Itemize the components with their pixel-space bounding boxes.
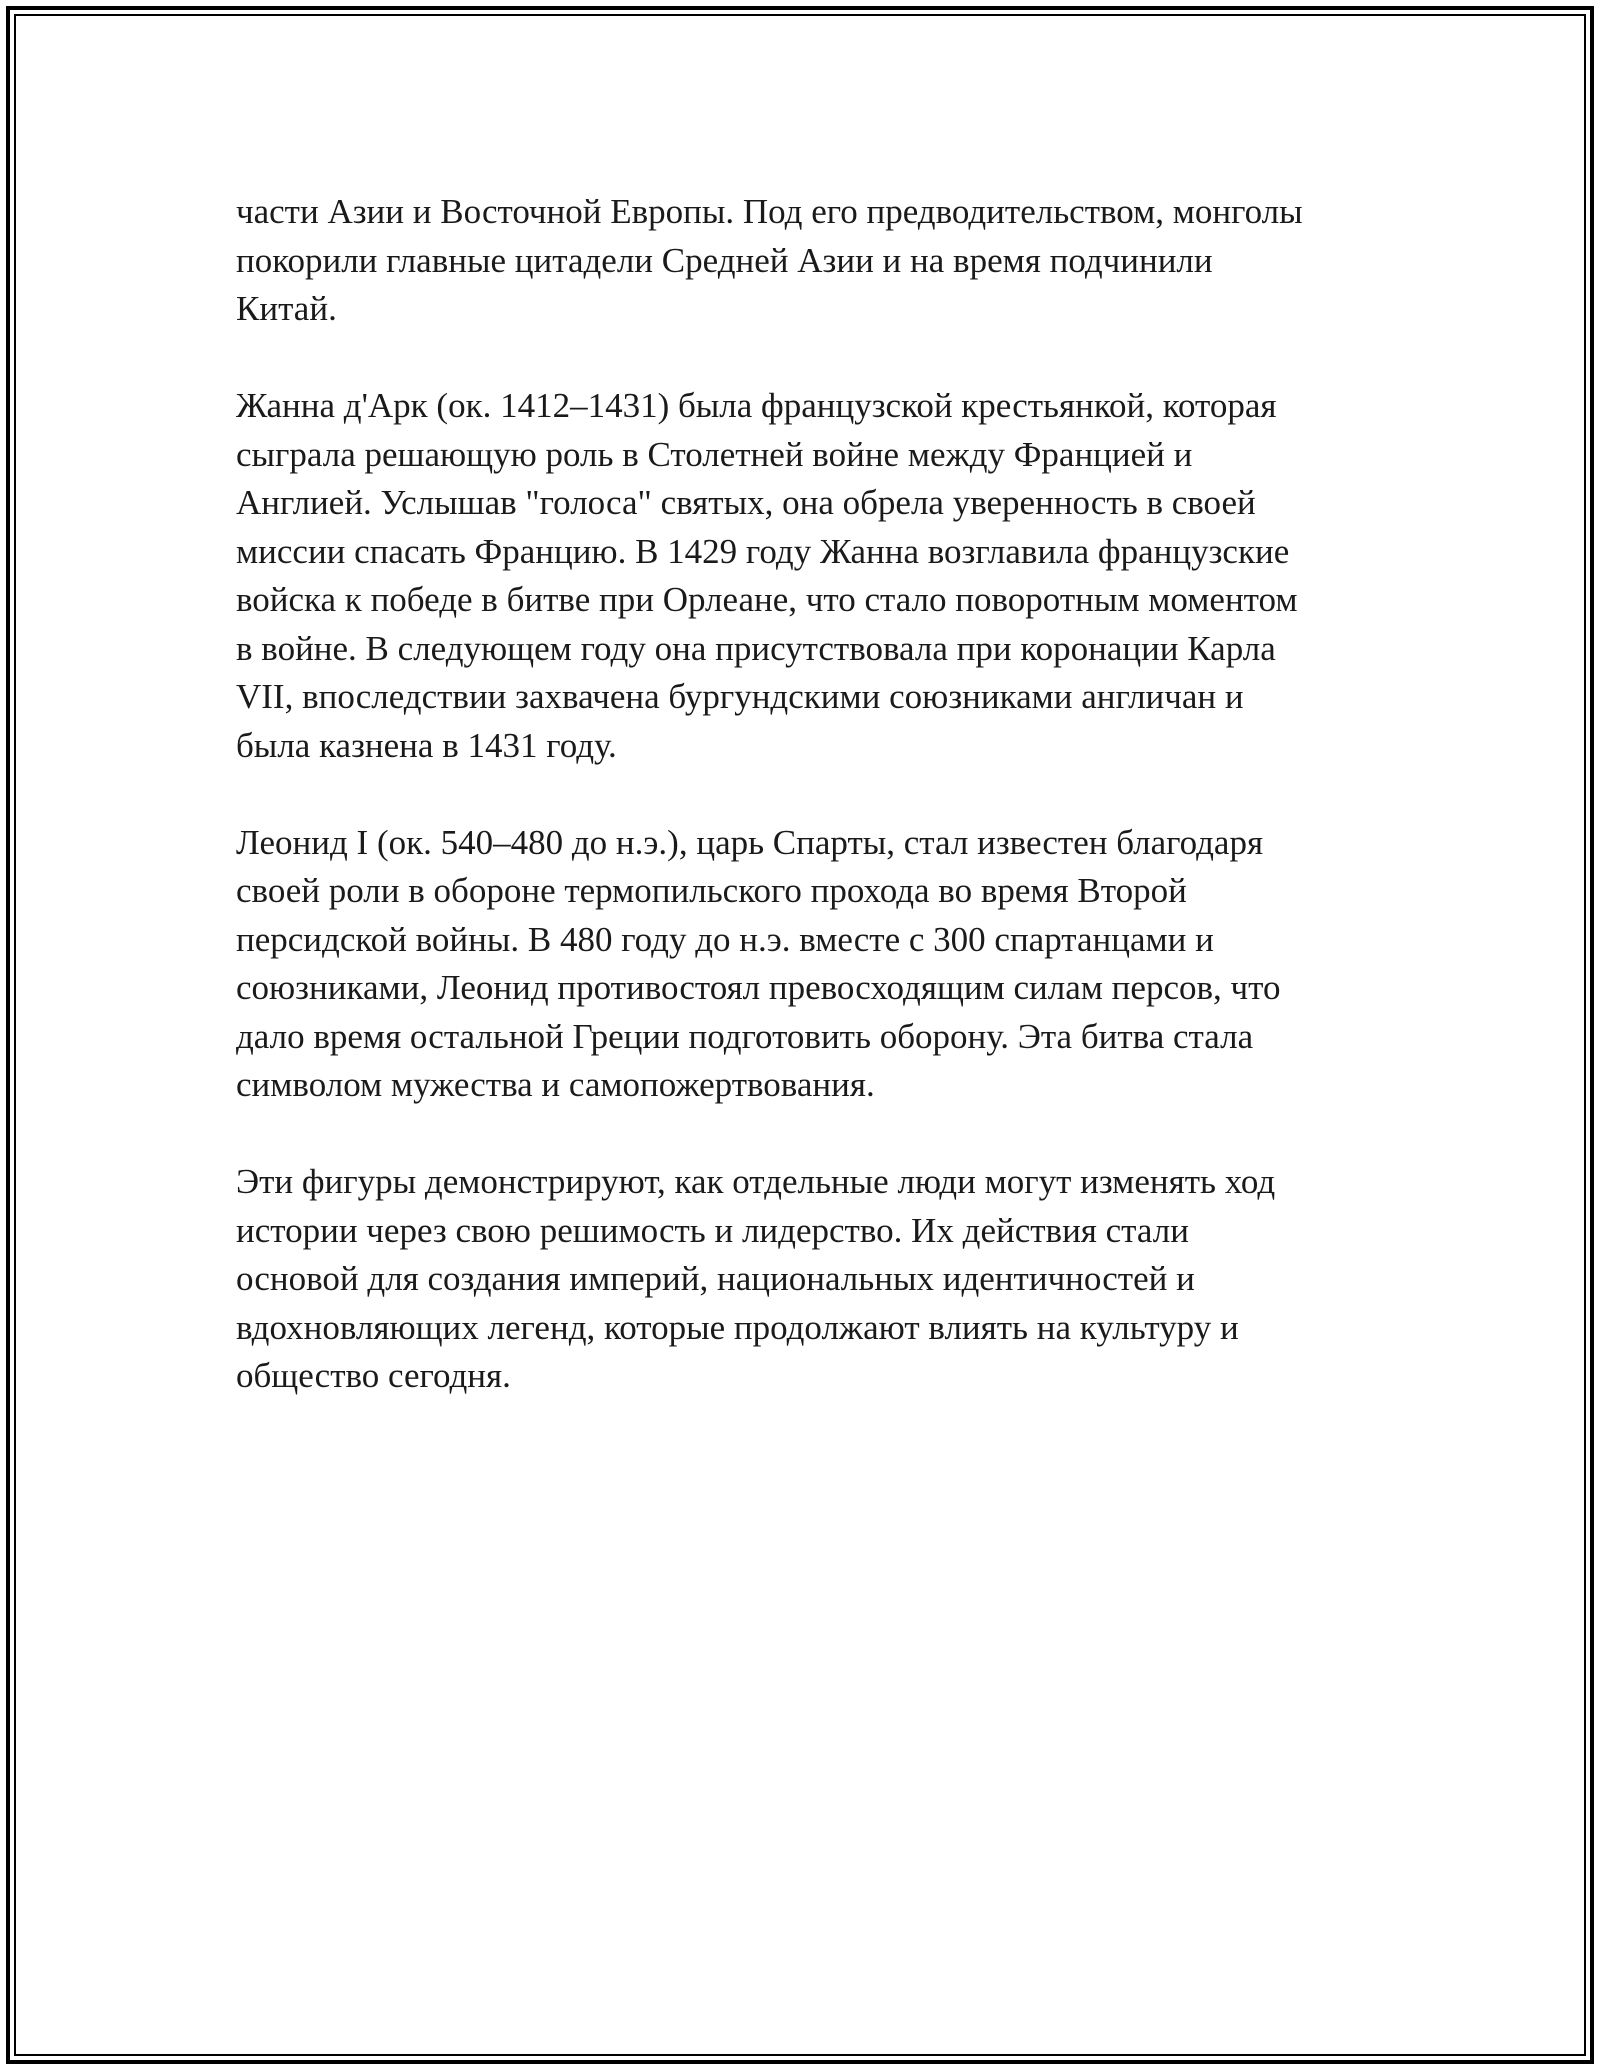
paragraph-conclusion: Эти фигуры демонстрируют, как отдельные люди могут изменять ход истории через свою решимость и лидерство. Их действия стали основой для создания империй, национальных идентичностей и вдохновляющих легенд, которые продолжают влиять на культуру и общество сегодня. — [236, 1162, 1276, 1395]
paragraph-joan-of-arc: Жанна д'Арк (ок. 1412–1431) была французской крестьянкой, которая сыграла решающую роль в Столетней войне между Францией и Англией. Услышав "голоса" святых, она обрела уверенность в своей миссии спасать Францию. В 1429 году Жанна возглавила французские войска к победе в битве при Орлеане, что стало поворотным моментом в войне. В следующем году она присутствовала при коронации Карла VII, впоследствии захвачена бургундскими союзниками англичан и была казнена в 1431 году. — [236, 386, 1298, 765]
paragraph-mongols: части Азии и Восточной Европы. Под его предводительством, монголы покорили главные цитадели Средней Азии и на время подчинили Китай. — [236, 192, 1303, 328]
page-content — [236, 188, 1386, 1449]
paragraph-leonidas: Леонид I (ок. 540–480 до н.э.), царь Спарты, стал известен благодаря своей роли в обороне термопильского прохода во время Второй персидской войны. В 480 году до н.э. вместе с 300 спартанцами и союзниками, Леонид противостоял превосходящим силам персов, что дало время остальной Греции подготовить оборону. Эта битва стала символом мужества и самопожертвования. — [236, 822, 1281, 1104]
